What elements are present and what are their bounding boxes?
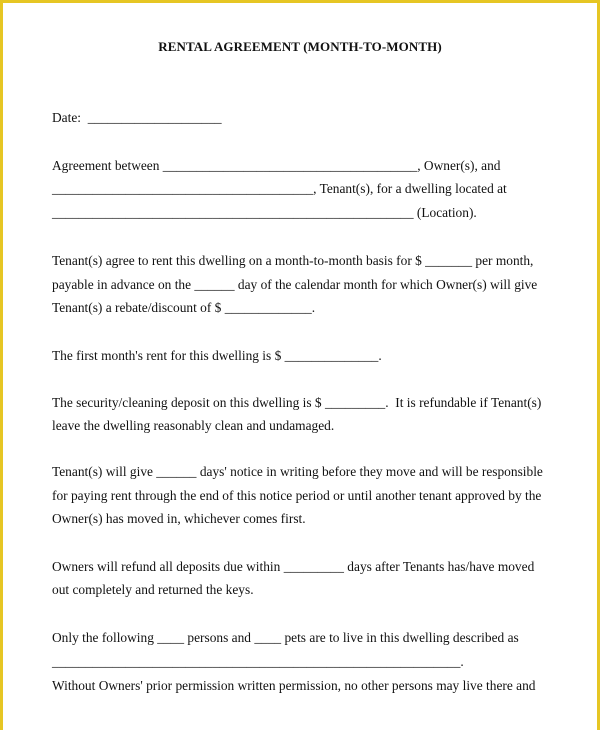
notice-line-2: for paying rent through the end of this notice period or until another tenant approved by the <box>52 488 542 503</box>
first-month-line: The first month's rent for this dwelling is $ ______________. <box>52 348 382 363</box>
occupants-line-2: _____________________________________________________________. <box>52 654 464 669</box>
date-line: Date: ____________________ <box>52 110 222 125</box>
rent-line-3: Tenant(s) a rebate/discount of $ _____________. <box>52 300 316 315</box>
notice-line-3: Owner(s) has moved in, whichever comes first. <box>52 511 306 526</box>
document-page <box>3 3 597 730</box>
deposit-line-2: leave the dwelling reasonably clean and undamaged. <box>52 418 335 433</box>
deposit-line-1: The security/cleaning deposit on this dwelling is $ _________. It is refundable if Tenant(s) <box>52 395 542 410</box>
agreement-line-2: _______________________________________, Tenant(s), for a dwelling located at <box>52 181 507 196</box>
document-title: RENTAL AGREEMENT (MONTH-TO-MONTH) <box>158 39 442 54</box>
refund-line-1: Owners will refund all deposits due within _________ days after Tenants has/have moved <box>52 559 535 574</box>
rent-line-2: payable in advance on the ______ day of the calendar month for which Owner(s) will give <box>52 277 538 292</box>
occupants-line-1: Only the following ____ persons and ____ pets are to live in this dwelling described as <box>52 630 519 645</box>
rent-line-1: Tenant(s) agree to rent this dwelling on a month-to-month basis for $ _______ per month, <box>52 253 534 268</box>
agreement-line-1: Agreement between ______________________________________, Owner(s), and <box>52 158 501 173</box>
agreement-line-3: ______________________________________________________ (Location). <box>52 205 477 220</box>
notice-line-1: Tenant(s) will give ______ days' notice in writing before they move and will be responsible <box>52 464 543 479</box>
occupants-line-3: Without Owners' prior permission written permission, no other persons may live there and <box>52 678 536 693</box>
refund-line-2: out completely and returned the keys. <box>52 582 254 597</box>
